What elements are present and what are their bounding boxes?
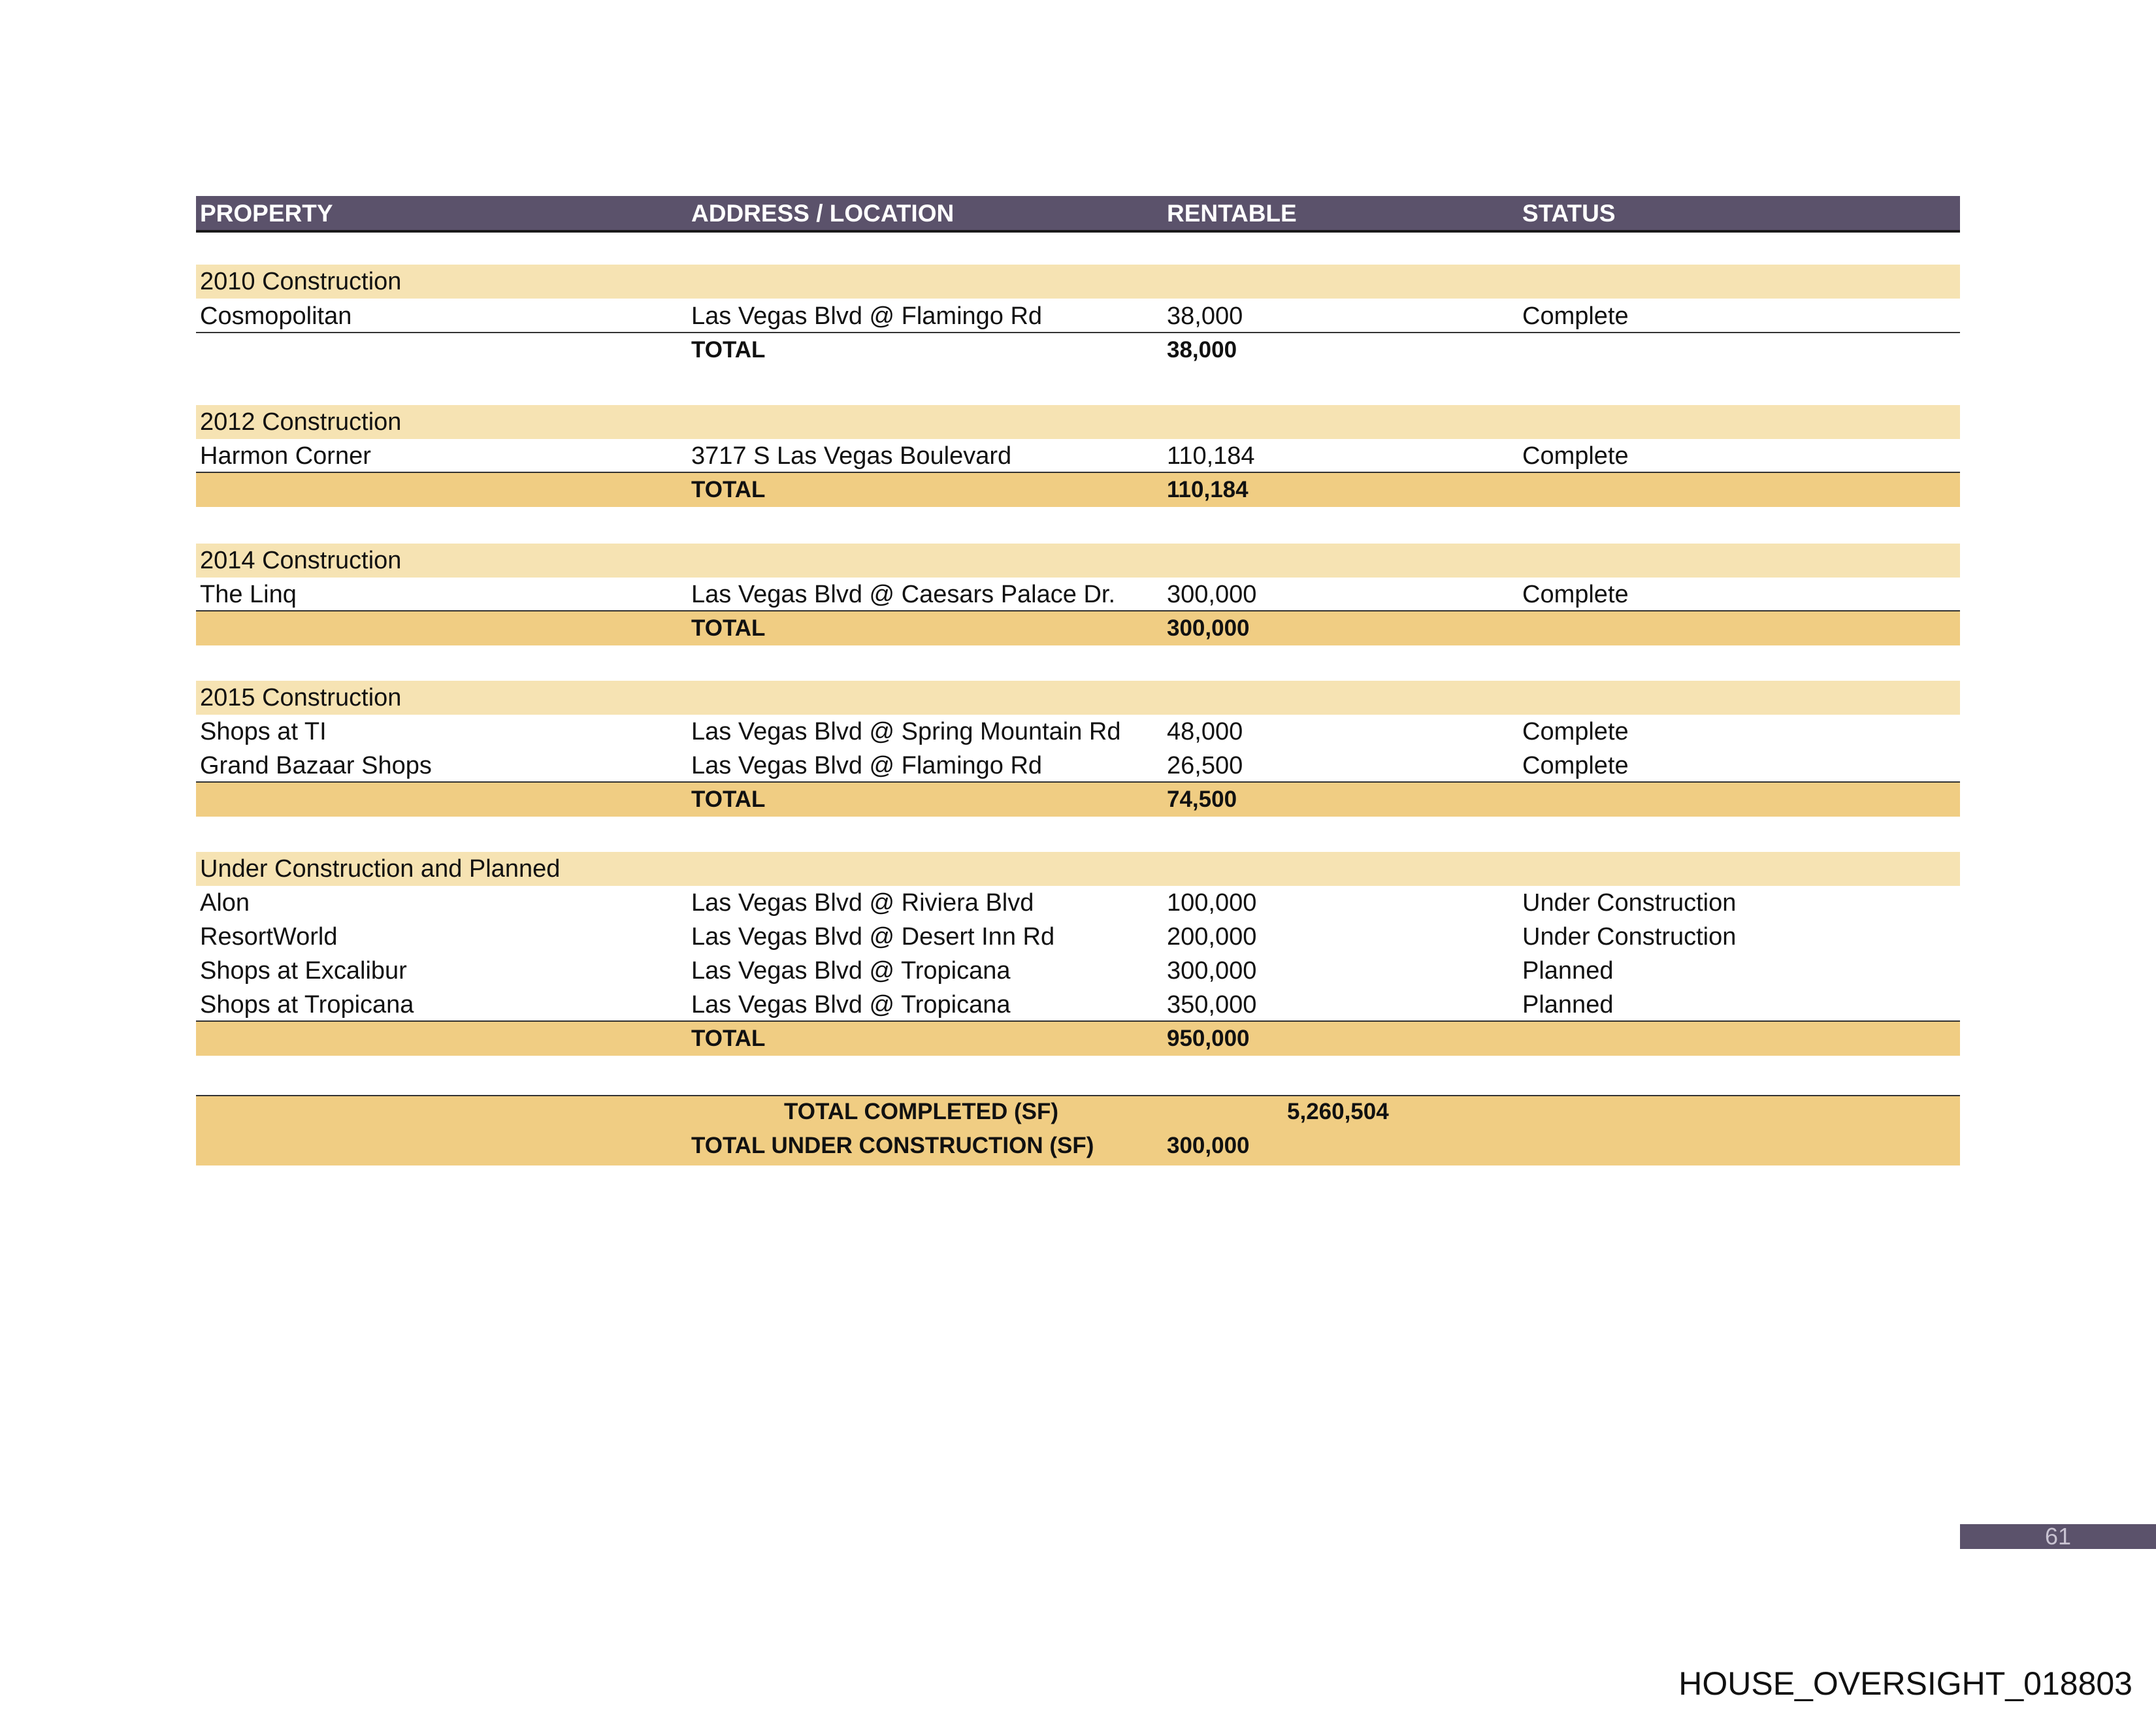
header-rentable: RENTABLE <box>1167 200 1297 227</box>
total-under-construction-value: 300,000 <box>1167 1133 1250 1158</box>
property-status: Complete <box>1522 752 1629 779</box>
total-completed-label: TOTAL COMPLETED (SF) <box>784 1099 1058 1124</box>
section-header-2015 <box>196 681 1960 715</box>
property-address: Las Vegas Blvd @ Tropicana <box>691 957 1011 985</box>
table-row <box>196 439 1960 473</box>
section-header-2010 <box>196 265 1960 299</box>
property-name: ResortWorld <box>200 923 338 951</box>
property-status: Complete <box>1522 718 1629 745</box>
table-row <box>196 715 1960 749</box>
property-address: 3717 S Las Vegas Boulevard <box>691 442 1012 470</box>
section-header-planned <box>196 852 1960 886</box>
property-address: Las Vegas Blvd @ Flamingo Rd <box>691 752 1043 779</box>
header-address: ADDRESS / LOCATION <box>691 200 955 227</box>
property-rentable: 350,000 <box>1167 991 1257 1018</box>
table-row <box>196 886 1960 920</box>
section-total-row <box>196 333 1960 367</box>
grand-totals <box>196 1095 1960 1165</box>
property-status: Complete <box>1522 302 1629 330</box>
property-status: Under Construction <box>1522 889 1737 917</box>
property-address: Las Vegas Blvd @ Desert Inn Rd <box>691 923 1055 951</box>
header-property: PROPERTY <box>200 200 333 227</box>
bates-number: HOUSE_OVERSIGHT_018803 <box>1678 1665 2132 1702</box>
property-status: Planned <box>1522 991 1614 1018</box>
section-header-2014 <box>196 544 1960 578</box>
property-name: The Linq <box>200 581 297 608</box>
section-header-2012 <box>196 405 1960 439</box>
property-rentable: 48,000 <box>1167 718 1243 745</box>
section-total-row <box>196 1022 1960 1056</box>
total-label: TOTAL <box>691 1026 766 1051</box>
table-row <box>196 954 1960 988</box>
property-status: Complete <box>1522 442 1629 470</box>
total-completed-value: 5,260,504 <box>1287 1099 1389 1124</box>
total-label: TOTAL <box>691 337 766 363</box>
property-status: Under Construction <box>1522 923 1737 951</box>
property-address: Las Vegas Blvd @ Spring Mountain Rd <box>691 718 1121 745</box>
section-title: 2010 Construction <box>200 268 402 295</box>
property-status: Complete <box>1522 581 1629 608</box>
section-total-row <box>196 611 1960 645</box>
property-rentable: 300,000 <box>1167 581 1257 608</box>
section-title: 2014 Construction <box>200 547 402 574</box>
page-number: 61 <box>1960 1524 2156 1549</box>
table-row <box>196 920 1960 954</box>
header-status: STATUS <box>1522 200 1616 227</box>
property-name: Alon <box>200 889 250 917</box>
table-row <box>196 578 1960 611</box>
total-value: 950,000 <box>1167 1026 1250 1051</box>
total-value: 74,500 <box>1167 787 1237 812</box>
property-rentable: 38,000 <box>1167 302 1243 330</box>
total-label: TOTAL <box>691 477 766 502</box>
total-under-construction-label: TOTAL UNDER CONSTRUCTION (SF) <box>691 1133 1094 1158</box>
section-total-row <box>196 783 1960 817</box>
property-name: Cosmopolitan <box>200 302 352 330</box>
property-rentable: 300,000 <box>1167 957 1257 985</box>
section-title: 2015 Construction <box>200 684 402 711</box>
property-address: Las Vegas Blvd @ Riviera Blvd <box>691 889 1034 917</box>
section-total-row <box>196 473 1960 507</box>
property-address: Las Vegas Blvd @ Tropicana <box>691 991 1011 1018</box>
table-row <box>196 749 1960 783</box>
section-title: 2012 Construction <box>200 408 402 436</box>
property-name: Harmon Corner <box>200 442 371 470</box>
property-name: Shops at Excalibur <box>200 957 407 985</box>
property-address: Las Vegas Blvd @ Caesars Palace Dr. <box>691 581 1116 608</box>
property-name: Shops at TI <box>200 718 327 745</box>
property-status: Planned <box>1522 957 1614 985</box>
property-address: Las Vegas Blvd @ Flamingo Rd <box>691 302 1043 330</box>
property-rentable: 26,500 <box>1167 752 1243 779</box>
table-row <box>196 299 1960 333</box>
property-rentable: 110,184 <box>1167 442 1255 470</box>
property-name: Shops at Tropicana <box>200 991 414 1018</box>
property-rentable: 200,000 <box>1167 923 1257 951</box>
total-label: TOTAL <box>691 787 766 812</box>
total-value: 110,184 <box>1167 477 1249 502</box>
total-label: TOTAL <box>691 615 766 641</box>
total-value: 300,000 <box>1167 615 1250 641</box>
table-header <box>196 196 1960 233</box>
total-value: 38,000 <box>1167 337 1237 363</box>
property-name: Grand Bazaar Shops <box>200 752 432 779</box>
table-row <box>196 988 1960 1022</box>
section-title: Under Construction and Planned <box>200 855 561 883</box>
property-rentable: 100,000 <box>1167 889 1257 917</box>
